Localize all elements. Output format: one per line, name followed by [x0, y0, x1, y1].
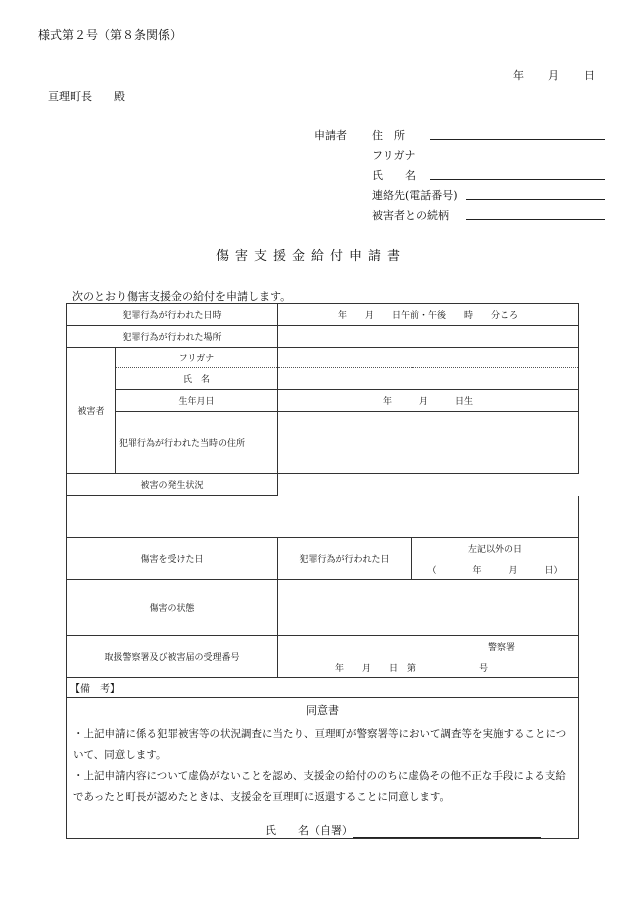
injury-state-label: 傷害の状態	[67, 580, 278, 636]
applicant-name-line[interactable]	[430, 179, 605, 180]
victim-label: 被害者	[67, 348, 116, 474]
other-day-label: 左記以外の日	[468, 544, 523, 555]
applicant-relation-label: 被害者との続柄	[372, 209, 449, 222]
injury-date-other[interactable]	[412, 538, 579, 580]
victim-dob-field[interactable]: 年 月 日生	[278, 390, 579, 412]
signature-label: 氏 名（自署）	[265, 824, 353, 837]
applicant-label: 申請者	[314, 129, 347, 142]
injury-date-crime-day[interactable]: 犯罪行為が行われた日	[278, 538, 412, 580]
applicant-name-label: 氏 名	[372, 169, 416, 182]
crime-datetime-value[interactable]: 年 月 日午前・午後 時 分ころ	[278, 304, 579, 326]
form-title: 傷害支援金給付申請書	[216, 249, 407, 264]
form-number: 様式第２号（第８条関係）	[38, 28, 183, 42]
victim-address-label: 犯罪行為が行われた当時の住所	[116, 412, 278, 474]
date-month: 月	[548, 69, 559, 82]
consent-section	[67, 698, 579, 839]
crime-place-label: 犯罪行為が行われた場所	[67, 326, 278, 348]
applicant-furigana-label: フリガナ	[372, 149, 416, 162]
consent-item-1: ・上記申請に係る犯罪被害等の状況調査に当たり、亘理町が警察署等において調査等を実施することについて、同意します。	[73, 728, 567, 761]
police-number-label: 年 月 日 第 号	[335, 663, 489, 674]
damage-status-label: 被害の発生状況	[67, 474, 278, 496]
applicant-relation-line[interactable]	[466, 219, 605, 220]
date-year: 年	[513, 69, 524, 82]
addressee: 亘理町長 殿	[48, 90, 125, 103]
consent-item-2: ・上記申請内容について虚偽がないことを認め、支援金の給付ののちに虚偽その他不正な手段による支給であったと町長が認めたときは、支援金を亘理町に返還することに同意します。	[73, 770, 566, 803]
injury-state-field[interactable]	[278, 580, 579, 636]
applicant-contact-line[interactable]	[466, 199, 605, 200]
victim-name-field[interactable]	[278, 368, 579, 390]
injury-date-label: 傷害を受けた日	[67, 538, 278, 580]
signature-line[interactable]	[353, 825, 541, 838]
crime-datetime-label: 犯罪行為が行われた日時	[67, 304, 278, 326]
remarks-label: 【備 考】	[67, 678, 579, 698]
crime-place-field[interactable]	[278, 326, 579, 348]
applicant-address-line[interactable]	[430, 139, 605, 140]
victim-furigana-field[interactable]	[278, 348, 579, 368]
victim-furigana-label: フリガナ	[116, 348, 278, 368]
damage-status-blank	[278, 474, 579, 496]
other-day-value: （ 年 月 日）	[427, 565, 563, 576]
victim-name-label: 氏 名	[116, 368, 278, 390]
police-label: 取扱警察署及び被害届の受理番号	[67, 636, 278, 678]
police-station-label: 警察署	[488, 642, 516, 653]
date-day: 日	[584, 69, 595, 82]
application-table	[66, 303, 579, 839]
signature-row	[265, 822, 576, 838]
applicant-address-label: 住 所	[372, 129, 405, 142]
intro-text: 次のとおり傷害支援金の給付を申請します。	[72, 290, 292, 303]
police-field[interactable]	[278, 636, 579, 678]
damage-status-field[interactable]	[67, 496, 579, 538]
victim-address-field[interactable]	[278, 412, 579, 474]
applicant-contact-label: 連絡先(電話番号)	[372, 189, 458, 202]
victim-dob-label: 生年月日	[116, 390, 278, 412]
consent-title: 同意書	[306, 704, 340, 717]
